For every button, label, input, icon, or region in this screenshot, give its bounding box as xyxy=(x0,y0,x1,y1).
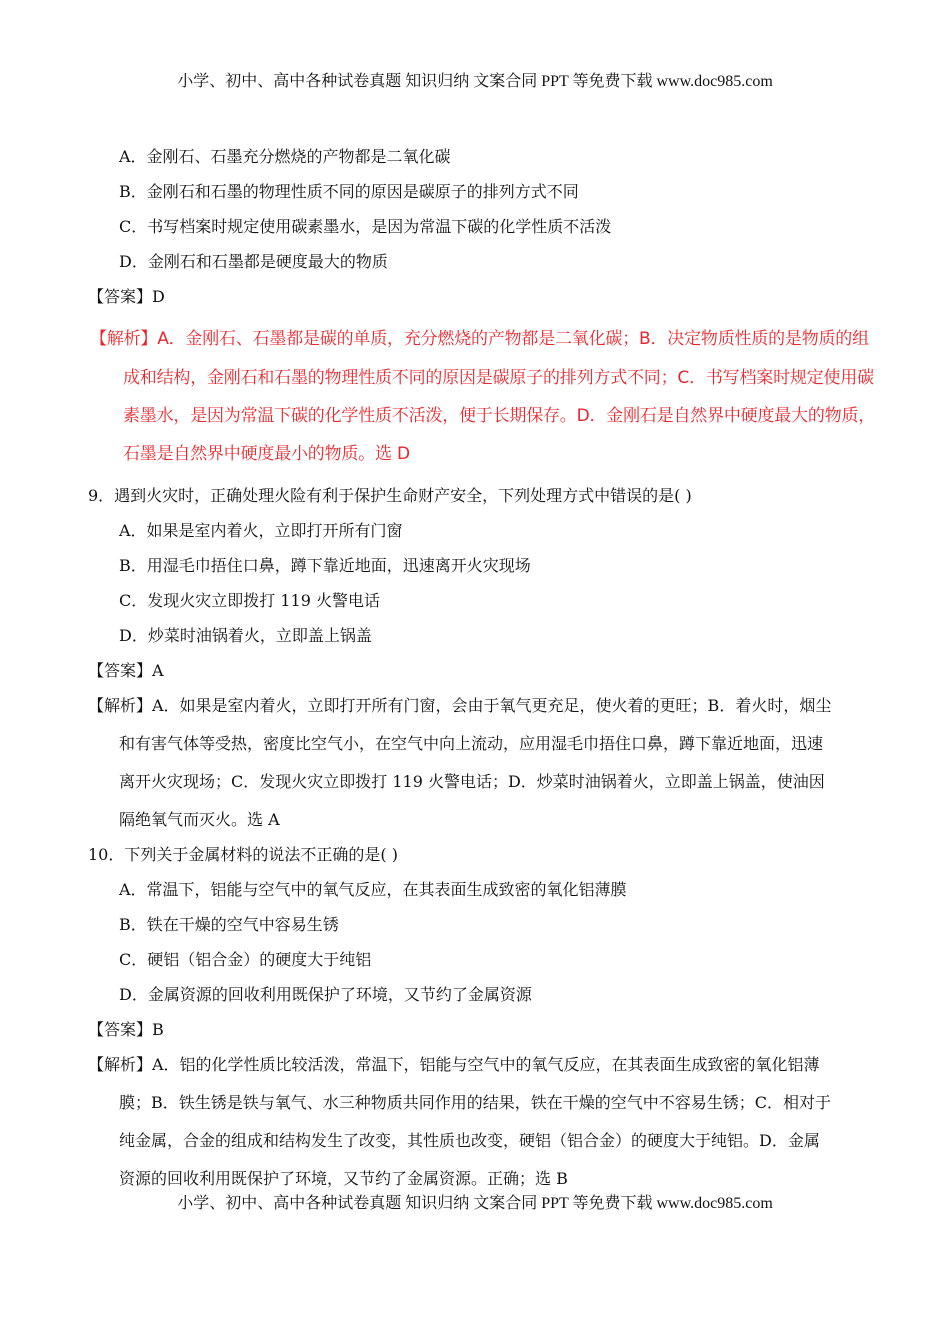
page-header: 小学、初中、高中各种试卷真题 知识归纳 文案合同 PPT 等免费下载 www.doc985.com xyxy=(177,73,773,90)
q8-option-c: C．书写档案时规定使用碳素墨水，是因为常温下碳的化学性质不活泼 xyxy=(119,217,612,236)
q10-answer: 【答案】B xyxy=(88,1020,164,1039)
q10-option-c: C．硬铝（铝合金）的硬度大于纯铝 xyxy=(119,950,372,969)
q10-option-a: A．常温下，铝能与空气中的氧气反应，在其表面生成致密的氧化铝薄膜 xyxy=(119,880,627,899)
q9-analysis-line-3: 离开火灾现场；C．发现火灾立即拨打 119 火警电话；D．炒菜时油锅着火，立即盖上锅盖，使油因 xyxy=(119,772,825,791)
q8-option-a: A．金刚石、石墨充分燃烧的产物都是二氧化碳 xyxy=(119,147,451,166)
q9-analysis-line-4: 隔绝氧气而灭火。选 A xyxy=(119,810,280,829)
q9-answer: 【答案】A xyxy=(88,661,164,680)
q10-analysis-line-2: 膜；B．铁生锈是铁与氧气、水三种物质共同作用的结果，铁在干燥的空气中不容易生锈；C．相对于 xyxy=(119,1093,832,1112)
q8-answer: 【答案】D xyxy=(88,287,165,306)
q10-analysis-line-1: 【解析】A．铝的化学性质比较活泼，常温下，铝能与空气中的氧气反应，在其表面生成致密的氧化铝薄 xyxy=(88,1055,820,1074)
q8-option-b: B．金刚石和石墨的物理性质不同的原因是碳原子的排列方式不同 xyxy=(119,182,579,201)
q8-analysis-line-1: 【解析】A．金刚石、石墨都是碳的单质，充分燃烧的产物都是二氧化碳；B．决定物质性质的是物质的组 xyxy=(90,329,869,349)
q9-analysis-line-2: 和有害气体等受热，密度比空气小，在空气中向上流动，应用湿毛巾捂住口鼻，蹲下靠近地面，迅速 xyxy=(119,734,824,753)
page-footer: 小学、初中、高中各种试卷真题 知识归纳 文案合同 PPT 等免费下载 www.doc985.com xyxy=(177,1195,773,1212)
q8-analysis-line-2: 成和结构，金刚石和石墨的物理性质不同的原因是碳原子的排列方式不同；C．书写档案时规定使用碳 xyxy=(123,368,874,388)
q10-stem: 10．下列关于金属材料的说法不正确的是( ) xyxy=(88,845,398,864)
q9-option-b: B．用湿毛巾捂住口鼻，蹲下靠近地面，迅速离开火灾现场 xyxy=(119,556,531,575)
q9-option-d: D．炒菜时油锅着火，立即盖上锅盖 xyxy=(119,626,372,645)
q9-option-a: A．如果是室内着火，立即打开所有门窗 xyxy=(119,521,403,540)
q10-analysis-line-3: 纯金属，合金的组成和结构发生了改变，其性质也改变，硬铝（铝合金）的硬度大于纯铝。D．金属 xyxy=(119,1131,820,1150)
q9-stem: 9．遇到火灾时，正确处理火险有利于保护生命财产安全，下列处理方式中错误的是( ) xyxy=(88,486,692,505)
q10-option-b: B．铁在干燥的空气中容易生锈 xyxy=(119,915,339,934)
q8-analysis-line-3: 素墨水，是因为常温下碳的化学性质不活泼，便于长期保存。D．金刚石是自然界中硬度最大的物质， xyxy=(123,406,876,426)
q10-option-d: D．金属资源的回收利用既保护了环境，又节约了金属资源 xyxy=(119,985,532,1004)
q8-option-d: D．金刚石和石墨都是硬度最大的物质 xyxy=(119,252,388,271)
q8-analysis-line-4: 石墨是自然界中硬度最小的物质。选 D xyxy=(123,444,410,464)
q10-analysis-line-4: 资源的回收利用既保护了环境，又节约了金属资源。正确；选 B xyxy=(119,1169,568,1188)
q9-option-c: C．发现火灾立即拨打 119 火警电话 xyxy=(119,591,380,610)
q9-analysis-line-1: 【解析】A．如果是室内着火，立即打开所有门窗，会由于氧气更充足，使火着的更旺；B．着火时，烟尘 xyxy=(88,696,832,715)
